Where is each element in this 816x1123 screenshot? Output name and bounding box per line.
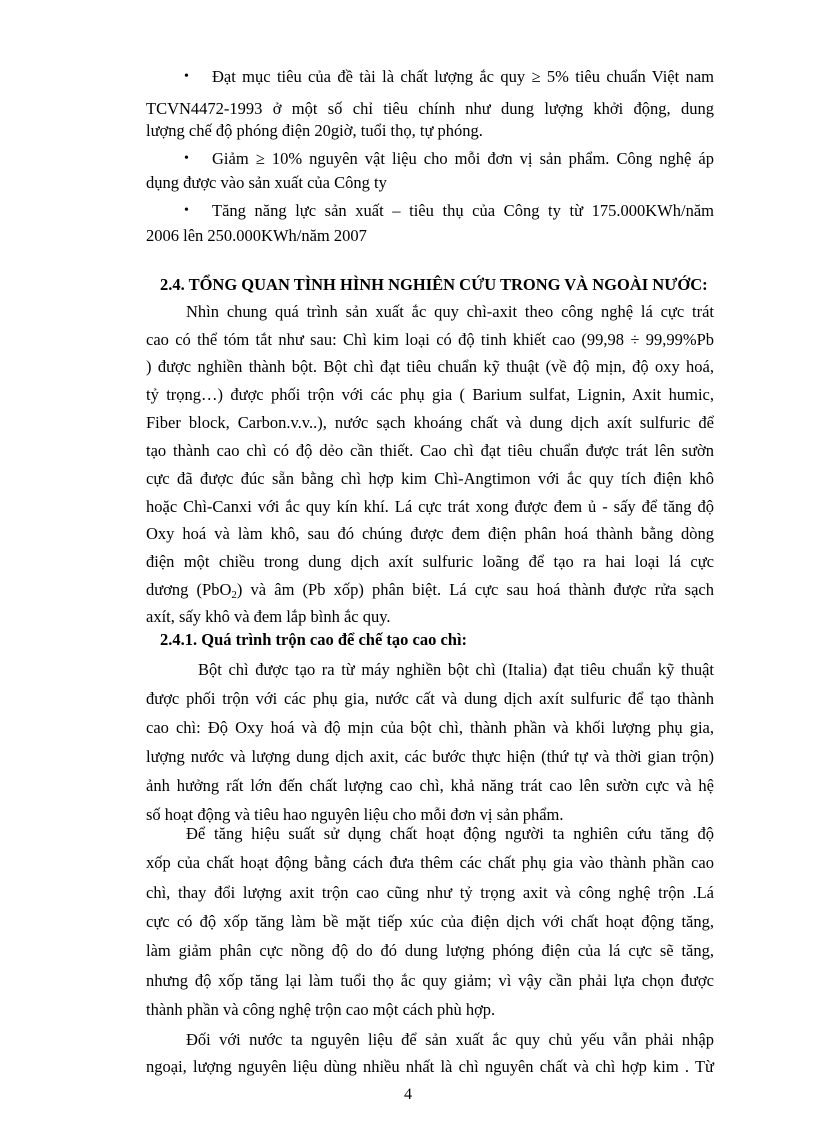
bullet-marker: • [184, 203, 189, 218]
subsection-heading: 2.4.1. Quá trình trộn cao để chế tạo cao chì: [160, 630, 468, 649]
paragraph-line: axít, sấy khô và đem lắp bình ắc quy. [146, 607, 391, 626]
paragraph-line: cực đã được đúc sẵn bằng chì hợp kim Chì-Angtimon với ắc quy tích điện khô [146, 469, 714, 488]
bullet-3-line-2: 2006 lên 250.000KWh/năm 2007 [146, 226, 367, 245]
bullet-1-line-2: TCVN4472-1993 ở một số chỉ tiêu chính như dung lượng khởi động, dung [146, 99, 714, 118]
paragraph-line: nhưng độ xốp tăng lại làm tuổi thọ ắc quy giảm; vì vậy cần phải lựa chọn được [146, 971, 714, 990]
paragraph-line-with-subscript [146, 580, 714, 600]
subscript: 2 [231, 589, 237, 601]
paragraph-line: hoặc Chì-Canxi với ắc quy kín khí. Lá cực trát xong được đem ủ - sấy để tăng độ [146, 497, 714, 516]
paragraph-line: Đối với nước ta nguyên liệu để sản xuất ắc quy chủ yếu vẫn phải nhập [186, 1030, 714, 1049]
paragraph-line: ) được nghiền thành bột. Bột chì đạt tiêu chuẩn kỹ thuật (về độ mịn, độ oxy hoá, [146, 357, 714, 376]
paragraph-line: Nhìn chung quá trình sản xuất ắc quy chì-axit theo công nghệ lá cực trát [186, 302, 714, 321]
bullet-2-line-2: dụng được vào sản xuất của Công ty [146, 173, 387, 192]
bullet-3-line-1: Tăng năng lực sản xuất – tiêu thụ của Công ty từ 175.000KWh/năm [212, 201, 714, 220]
paragraph-line: cao có thể tóm tắt như sau: Chì kim loại có độ tinh khiết cao (99,98 ÷ 99,99%Pb [146, 330, 714, 349]
text-fragment: dương (PbO [146, 580, 232, 599]
paragraph-line: lượng nước và lượng dung dịch axit, các bước thực hiện (thứ tự và thời gian trộn) [146, 747, 714, 766]
paragraph-line: thành phần và công nghệ trộn cao một cách phù hợp. [146, 1000, 496, 1019]
paragraph-line: chì, thay đổi lượng axit trộn cao cũng như tỷ trọng axit và công nghệ trộn .Lá [146, 883, 714, 902]
bullet-2-line-1: Giảm ≥ 10% nguyên vật liệu cho mỗi đơn vị sản phẩm. Công nghệ áp [212, 149, 714, 168]
bullet-marker: • [184, 151, 189, 166]
section-heading: 2.4. TỔNG QUAN TÌNH HÌNH NGHIÊN CỨU TRONG VÀ NGOÀI NƯỚC: [160, 275, 708, 294]
bullet-1-line-3: lượng chế độ phóng điện 20giờ, tuổi thọ, tự phóng. [146, 121, 483, 140]
paragraph-line: Để tăng hiệu suất sử dụng chất hoạt động người ta nghiên cứu tăng độ [186, 824, 714, 843]
paragraph-line: làm giảm phân cực nồng độ do đó dung lượng phóng điện của lá cực sẽ tăng, [146, 941, 714, 960]
paragraph-line: Oxy hoá và làm khô, sau đó chúng được đem điện phân hoá thành bằng dòng [146, 524, 714, 543]
paragraph-line: cao chì: Độ Oxy hoá và độ mịn của bột chì, thành phần và khối lượng phụ gia, [146, 718, 714, 737]
page-number: 4 [404, 1086, 412, 1103]
bullet-1-line-1: Đạt mục tiêu của đề tài là chất lượng ắc quy ≥ 5% tiêu chuẩn Việt nam [212, 67, 714, 86]
paragraph-line: ảnh hưởng rất lớn đến chất lượng cao chì, khả năng trát cao lên sườn cực và hệ [146, 776, 714, 795]
paragraph-line: tạo thành cao chì có độ dẻo cần thiết. Cao chì đạt tiêu chuẩn được trát lên sườn [146, 441, 714, 460]
paragraph-line: Bột chì được tạo ra từ máy nghiền bột chì (Italia) đạt tiêu chuẩn kỹ thuật [198, 660, 714, 679]
bullet-marker: • [184, 69, 189, 84]
paragraph-line: xốp của chất hoạt động bằng cách đưa thêm các chất phụ gia vào thành phần cao [146, 853, 714, 872]
paragraph-line: số hoạt động và tiêu hao nguyên liệu cho mỗi đơn vị sản phẩm. [146, 805, 564, 824]
paragraph-line: tỷ trọng…) được phối trộn với các phụ gia ( Barium sulfat, Lignin, Axit humic, [146, 385, 714, 404]
paragraph-line: cực có độ xốp tăng làm bề mặt tiếp xúc của điện dịch với chất hoạt động tăng, [146, 912, 714, 931]
paragraph-line: được phối trộn với các phụ gia, nước cất và dung dịch axít sulfuric để tạo thành [146, 689, 714, 708]
text-fragment: ) và âm (Pb xốp) phân biệt. Lá cực sau hoá thành được rửa sạch [236, 580, 714, 599]
paragraph-line: điện một chiều trong dung dịch axít sulfuric loãng để tạo ra hai loại lá cực [146, 552, 714, 571]
paragraph-line: ngoại, lượng nguyên liệu dùng nhiều nhất là chì nguyên chất và chì hợp kim . Từ [146, 1057, 714, 1076]
paragraph-line: Fiber block, Carbon.v.v..), nước sạch khoáng chất và dung dịch axít sulfuric để [146, 413, 714, 432]
